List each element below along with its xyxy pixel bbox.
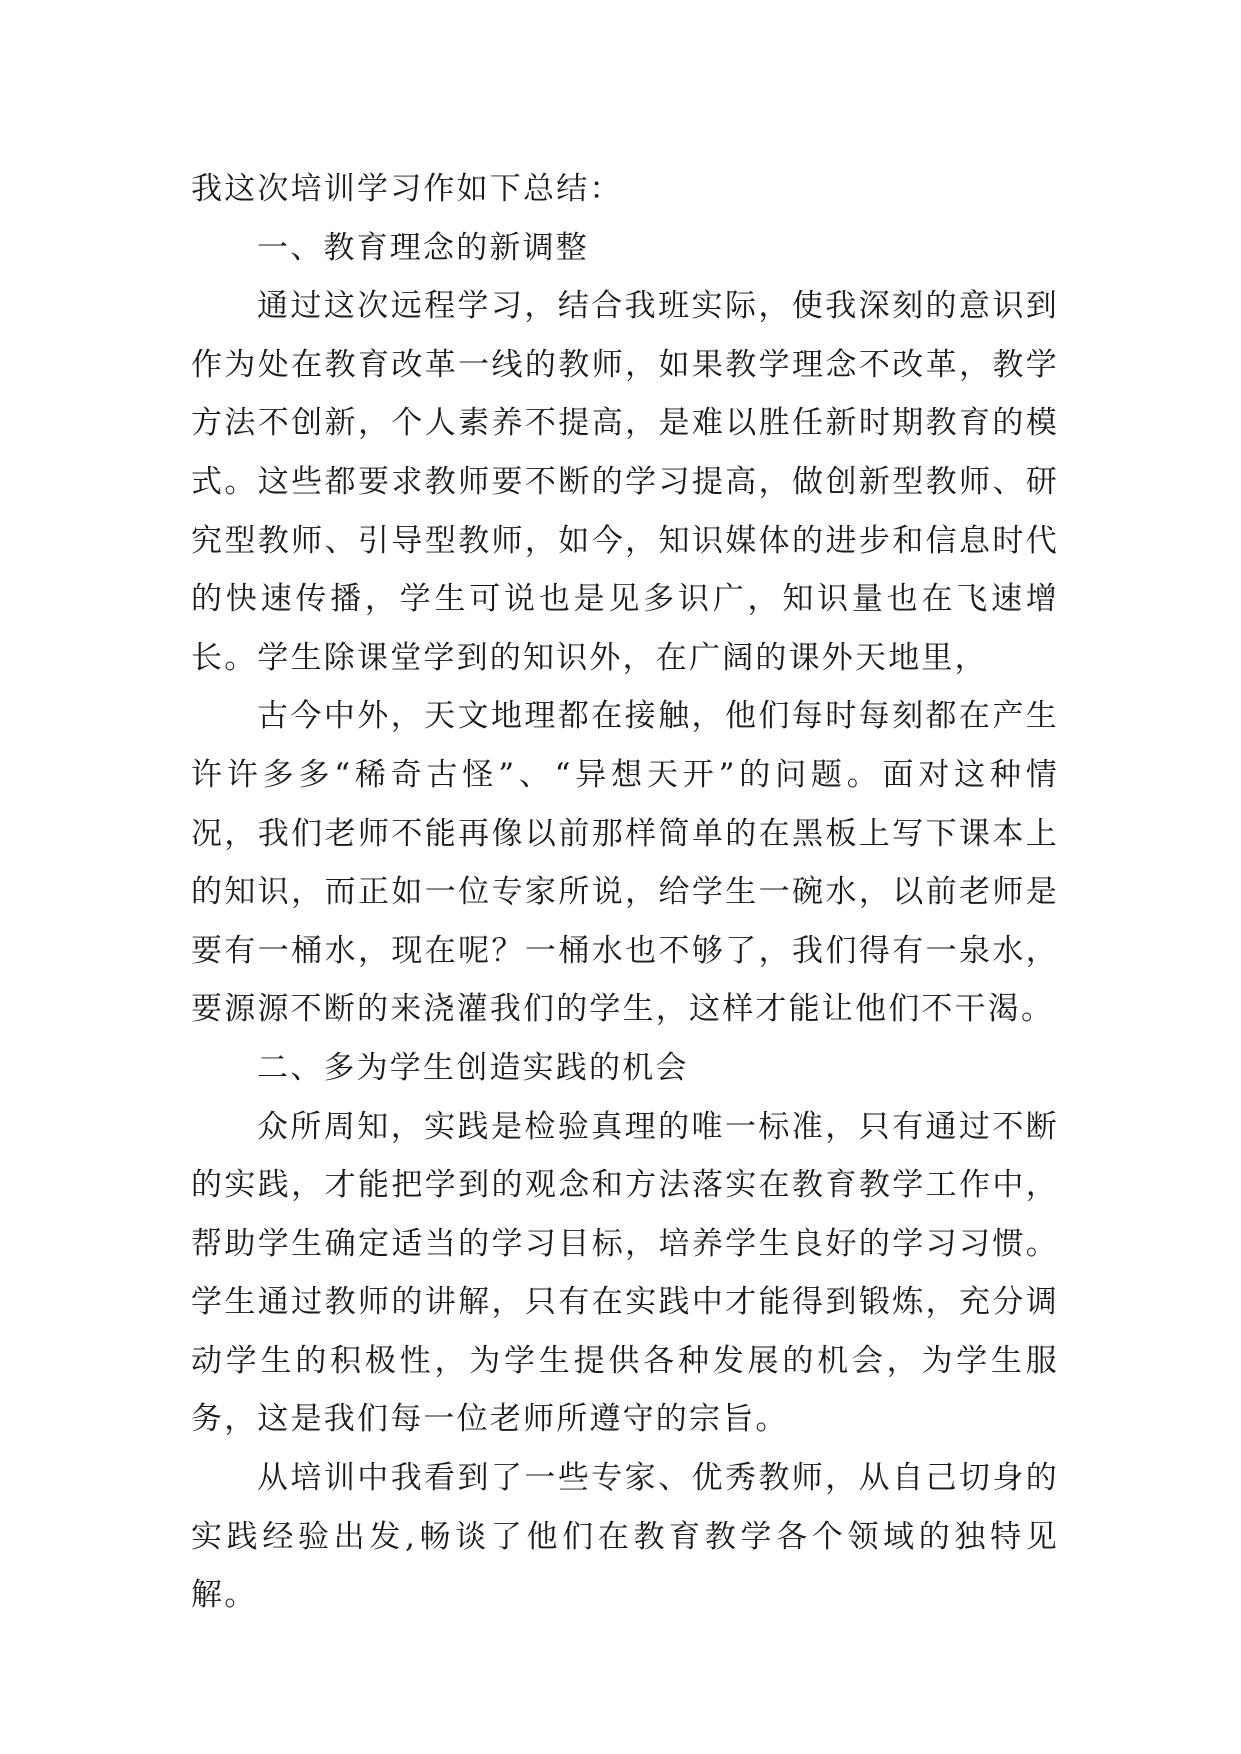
paragraph-practice: 众所周知，实践是检验真理的唯一标准，只有通过不断的实践，才能把学到的观念和方法落实在教育教学工作中，帮助学生确定适当的学习目标，培养学生良好的学习习惯。学生通过教师的讲解，只有在实践中才能得到锻炼，充分调动学生的积极性，为学生提供各种发展的机会，为学生服务，这是我们每一位老师所遵守的宗旨。 [191, 1108, 1059, 1438]
paragraph-expert-insights: 从培训中我看到了一些专家、优秀教师，从自己切身的实践经验出发,畅谈了他们在教育教学各个领域的独特见解。 [191, 1460, 1059, 1614]
document-page [191, 160, 1059, 1625]
heading-section-one: 一、教育理念的新调整 [257, 229, 589, 266]
paragraph-knowledge-spring: 古今中外，天文地理都在接触，他们每时每刻都在产生许许多多“稀奇古怪”、“异想天开”的问题。面对这种情况，我们老师不能再像以前那样简单的在黑板上写下课本上的知识，而正如一位专家所说，给学生一碗水，以前老师是要有一桶水，现在呢？一桶水也不够了，我们得有一泉水，要源源不断的来浇灌我们的学生，这样才能让他们不干渴。 [191, 698, 1059, 1028]
paragraph-remote-learning: 通过这次远程学习，结合我班实际，使我深刻的意识到作为处在教育改革一线的教师，如果教学理念不改革，教学方法不创新，个人素养不提高，是难以胜任新时期教育的模式。这些都要求教师要不断的学习提高，做创新型教师、研究型教师、引导型教师，如今，知识媒体的进步和信息时代的快速传播，学生可说也是见多识广，知识量也在飞速增长。学生除课堂学到的知识外，在广阔的课外天地里， [191, 288, 1059, 676]
heading-section-two: 二、多为学生创造实践的机会 [257, 1049, 689, 1086]
paragraph-summary-intro: 我这次培训学习作如下总结： [191, 171, 623, 207]
